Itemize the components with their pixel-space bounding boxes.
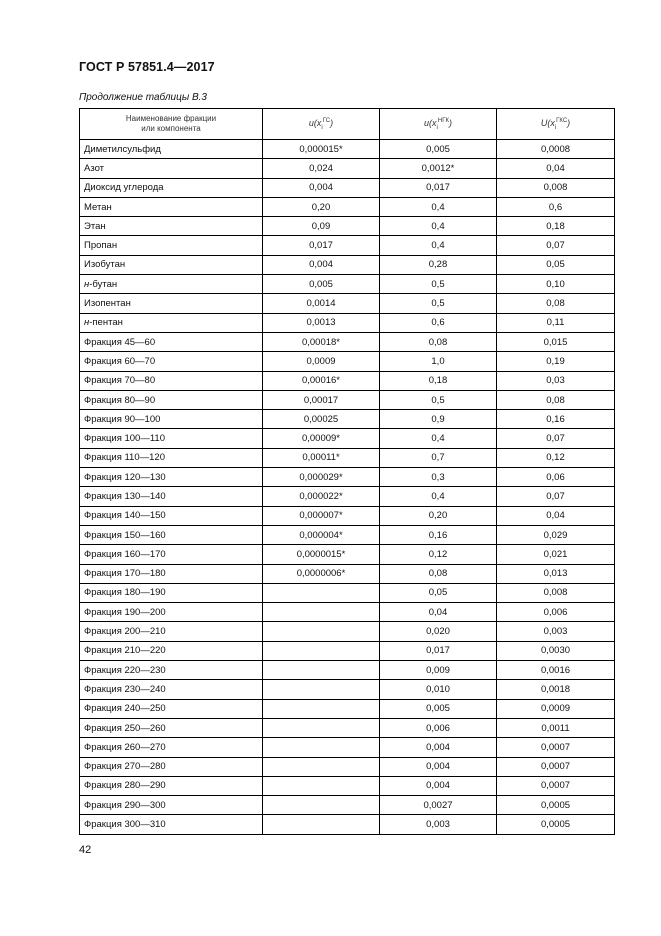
name-text: Фракция 290—300 [84, 799, 166, 811]
cell-u-gks: 0,08 [497, 390, 615, 409]
table-row [80, 796, 615, 815]
cell-u-gs [263, 738, 380, 757]
cell-u-ngk: 0,04 [380, 603, 497, 622]
name-text: Фракция 240—250 [84, 703, 166, 715]
cell-u-gks: 0,0011 [497, 718, 615, 737]
cell-u-ngk: 0,4 [380, 236, 497, 255]
name-text: Фракция 120—130 [84, 471, 166, 483]
cell-u-gs: 0,017 [263, 236, 380, 255]
cell-component-name [80, 699, 263, 718]
cell-component-name [80, 275, 263, 294]
cell-u-ngk: 0,9 [380, 410, 497, 429]
cell-u-gks: 0,008 [497, 178, 615, 197]
header-gks-sub: i [554, 124, 557, 131]
cell-component-name [80, 236, 263, 255]
cell-u-gs [263, 718, 380, 737]
header-gs-sup: ГС [322, 117, 331, 124]
table-body [80, 140, 615, 835]
table-row [80, 738, 615, 757]
header-ngk-column: $u(x_i^{НГК})$ [380, 109, 497, 140]
cell-component-name [80, 796, 263, 815]
table-row [80, 815, 615, 834]
header-name-line1: Наименование фракции [125, 114, 217, 123]
cell-u-gs: 0,00025 [263, 410, 380, 429]
cell-component-name [80, 217, 263, 236]
table-row [80, 622, 615, 641]
table-header-row [80, 109, 615, 140]
name-text: Фракция 140—150 [84, 510, 166, 522]
header-gs-symbol: u [308, 117, 314, 128]
table-row [80, 294, 615, 313]
cell-u-ngk: 0,4 [380, 487, 497, 506]
cell-u-ngk: 0,5 [380, 294, 497, 313]
cell-u-gks: 0,0030 [497, 641, 615, 660]
cell-u-ngk: 0,020 [380, 622, 497, 641]
name-text: -бутан [89, 278, 118, 290]
cell-u-ngk: 0,009 [380, 661, 497, 680]
cell-u-ngk: 0,08 [380, 332, 497, 351]
cell-component-name [80, 390, 263, 409]
cell-component-name [80, 718, 263, 737]
cell-u-gks: 0,0005 [497, 796, 615, 815]
name-text: Фракция 230—240 [84, 683, 166, 695]
name-text: Изопентан [84, 298, 131, 310]
cell-u-gs: 0,0000006* [263, 564, 380, 583]
cell-component-name [80, 622, 263, 641]
table-row [80, 371, 615, 390]
cell-u-gks: 0,0007 [497, 776, 615, 795]
cell-u-gks: 0,0008 [497, 140, 615, 159]
cell-u-ngk: 1,0 [380, 352, 497, 371]
cell-component-name [80, 738, 263, 757]
name-text: Диоксид углерода [84, 182, 164, 194]
table-row [80, 429, 615, 448]
cell-u-gks: 0,0005 [497, 815, 615, 834]
table-row [80, 197, 615, 216]
cell-u-gs: 0,000004* [263, 525, 380, 544]
cell-u-gks: 0,16 [497, 410, 615, 429]
name-text: Фракция 80—90 [84, 394, 156, 406]
table-row [80, 140, 615, 159]
name-text: Фракция 260—270 [84, 741, 166, 753]
cell-u-ngk: 0,5 [380, 275, 497, 294]
table-caption: Продолжение таблицы В.3 [79, 92, 207, 103]
name-text: Фракция 150—160 [84, 529, 166, 541]
cell-component-name [80, 680, 263, 699]
table-row [80, 487, 615, 506]
name-text: Фракция 45—60 [84, 336, 156, 348]
table-row [80, 410, 615, 429]
cell-u-ngk: 0,004 [380, 776, 497, 795]
cell-component-name [80, 140, 263, 159]
table-row [80, 564, 615, 583]
cell-u-ngk: 0,0012* [380, 159, 497, 178]
cell-u-gks: 0,003 [497, 622, 615, 641]
cell-u-gs [263, 796, 380, 815]
table-row [80, 236, 615, 255]
header-name-line2: или компонента [141, 124, 201, 133]
cell-u-ngk: 0,28 [380, 255, 497, 274]
cell-component-name [80, 757, 263, 776]
cell-component-name [80, 661, 263, 680]
cell-u-gks: 0,04 [497, 506, 615, 525]
cell-u-gks: 0,0009 [497, 699, 615, 718]
cell-component-name [80, 603, 263, 622]
cell-u-ngk: 0,12 [380, 545, 497, 564]
table-row [80, 255, 615, 274]
header-gks-column: $U(x_i^{ГКС})$ [497, 109, 615, 140]
cell-u-gks: 0,015 [497, 332, 615, 351]
table-row [80, 583, 615, 602]
cell-u-gs: 0,0013 [263, 313, 380, 332]
cell-u-gs: 0,000015* [263, 140, 380, 159]
cell-u-gks: 0,0018 [497, 680, 615, 699]
table-row [80, 313, 615, 332]
cell-u-gs: 0,000007* [263, 506, 380, 525]
cell-u-gs: 0,00009* [263, 429, 380, 448]
header-gs-sub: i [321, 124, 323, 131]
name-text: Этан [84, 220, 106, 232]
cell-u-gks: 0,04 [497, 159, 615, 178]
table-row [80, 352, 615, 371]
cell-u-ngk: 0,003 [380, 815, 497, 834]
cell-u-gks: 0,18 [497, 217, 615, 236]
table-row [80, 217, 615, 236]
cell-component-name [80, 564, 263, 583]
cell-u-gks: 0,07 [497, 487, 615, 506]
name-text: Фракция 100—110 [84, 433, 165, 445]
cell-component-name [80, 313, 263, 332]
cell-u-gs: 0,000022* [263, 487, 380, 506]
cell-u-ngk: 0,006 [380, 718, 497, 737]
header-ngk-symbol: u [424, 117, 430, 128]
name-text: Фракция 60—70 [84, 355, 156, 367]
cell-component-name [80, 197, 263, 216]
cell-component-name [80, 545, 263, 564]
cell-u-ngk: 0,004 [380, 757, 497, 776]
cell-u-gs: 0,005 [263, 275, 380, 294]
cell-u-gs [263, 680, 380, 699]
cell-u-gs: 0,0009 [263, 352, 380, 371]
table-row [80, 699, 615, 718]
cell-u-ngk: 0,017 [380, 641, 497, 660]
table-row [80, 332, 615, 351]
cell-u-ngk: 0,010 [380, 680, 497, 699]
cell-u-gs [263, 776, 380, 795]
cell-component-name [80, 410, 263, 429]
cell-u-ngk: 0,08 [380, 564, 497, 583]
cell-component-name [80, 352, 263, 371]
name-text: Изобутан [84, 259, 126, 271]
cell-component-name [80, 332, 263, 351]
name-text: Фракция 220—230 [84, 664, 166, 676]
cell-u-gs: 0,00017 [263, 390, 380, 409]
cell-u-ngk: 0,005 [380, 699, 497, 718]
cell-u-gks: 0,12 [497, 448, 615, 467]
cell-u-gks: 0,006 [497, 603, 615, 622]
name-text: Фракция 160—170 [84, 548, 166, 560]
cell-u-ngk: 0,4 [380, 217, 497, 236]
cell-u-gks: 0,0007 [497, 757, 615, 776]
cell-u-ngk: 0,20 [380, 506, 497, 525]
cell-u-gs [263, 699, 380, 718]
cell-u-gks: 0,10 [497, 275, 615, 294]
cell-u-gs: 0,09 [263, 217, 380, 236]
cell-u-gs: 0,20 [263, 197, 380, 216]
cell-component-name [80, 468, 263, 487]
cell-u-gks: 0,013 [497, 564, 615, 583]
table-row [80, 661, 615, 680]
table-row [80, 525, 615, 544]
cell-component-name [80, 583, 263, 602]
cell-u-ngk: 0,5 [380, 390, 497, 409]
cell-u-gks: 0,021 [497, 545, 615, 564]
cell-component-name [80, 525, 263, 544]
page-number: 42 [79, 844, 92, 856]
name-italic-prefix: н [84, 317, 90, 329]
cell-component-name [80, 294, 263, 313]
cell-u-gs: 0,000029* [263, 468, 380, 487]
header-gks-sup: ГКС [556, 117, 568, 124]
name-text: Фракция 130—140 [84, 490, 166, 502]
table-row [80, 468, 615, 487]
header-name-column [80, 109, 263, 140]
cell-u-ngk: 0,3 [380, 468, 497, 487]
cell-component-name [80, 159, 263, 178]
cell-u-gks: 0,0016 [497, 661, 615, 680]
cell-u-gs: 0,024 [263, 159, 380, 178]
cell-u-gks: 0,029 [497, 525, 615, 544]
name-text: Пропан [84, 240, 118, 252]
cell-u-gks: 0,0007 [497, 738, 615, 757]
cell-component-name [80, 255, 263, 274]
name-text: Фракция 190—200 [84, 606, 166, 618]
name-text: Фракция 180—190 [84, 587, 166, 599]
cell-u-ngk: 0,0027 [380, 796, 497, 815]
cell-u-gks: 0,05 [497, 255, 615, 274]
cell-u-gks: 0,06 [497, 468, 615, 487]
cell-u-gs [263, 757, 380, 776]
cell-component-name [80, 371, 263, 390]
cell-u-ngk: 0,05 [380, 583, 497, 602]
cell-u-gs: 0,00018* [263, 332, 380, 351]
table-row [80, 757, 615, 776]
table-row [80, 545, 615, 564]
cell-component-name [80, 776, 263, 795]
name-text: Фракция 250—260 [84, 722, 166, 734]
name-italic-prefix: н [84, 278, 90, 290]
cell-u-gks: 0,08 [497, 294, 615, 313]
name-text: Диметилсульфид [84, 143, 161, 155]
table-row [80, 159, 615, 178]
cell-u-gks: 0,07 [497, 236, 615, 255]
cell-u-ngk: 0,005 [380, 140, 497, 159]
header-gks-symbol: U [540, 117, 548, 128]
cell-u-gks: 0,19 [497, 352, 615, 371]
name-text: Фракция 300—310 [84, 819, 166, 831]
cell-u-gs: 0,004 [263, 178, 380, 197]
cell-u-gs: 0,00011* [263, 448, 380, 467]
cell-component-name [80, 178, 263, 197]
table-row [80, 641, 615, 660]
cell-u-gs [263, 622, 380, 641]
cell-u-gks: 0,11 [497, 313, 615, 332]
cell-component-name [80, 641, 263, 660]
name-text: Фракция 200—210 [84, 626, 166, 638]
table-row [80, 390, 615, 409]
cell-u-gs: 0,004 [263, 255, 380, 274]
cell-component-name [80, 487, 263, 506]
cell-u-ngk: 0,7 [380, 448, 497, 467]
cell-u-gs [263, 583, 380, 602]
cell-u-gks: 0,008 [497, 583, 615, 602]
cell-u-gs [263, 603, 380, 622]
cell-component-name [80, 448, 263, 467]
name-text: Фракция 70—80 [84, 375, 156, 387]
name-text: Фракция 90—100 [84, 413, 161, 425]
header-ngk-sub: i [436, 124, 438, 131]
header-gs-column: $u(x_i^{ГС})$ [263, 109, 380, 140]
name-text: Фракция 210—220 [84, 645, 166, 657]
name-text: -пентан [89, 317, 123, 329]
cell-u-ngk: 0,4 [380, 429, 497, 448]
name-text: Метан [84, 201, 112, 213]
cell-u-ngk: 0,004 [380, 738, 497, 757]
name-text: Фракция 170—180 [84, 568, 166, 580]
table-row [80, 603, 615, 622]
cell-u-ngk: 0,4 [380, 197, 497, 216]
cell-u-gks: 0,6 [497, 197, 615, 216]
data-table [79, 108, 615, 835]
cell-u-ngk: 0,6 [380, 313, 497, 332]
table-row [80, 275, 615, 294]
table-row [80, 680, 615, 699]
name-text: Фракция 270—280 [84, 761, 166, 773]
cell-u-ngk: 0,18 [380, 371, 497, 390]
table-row [80, 776, 615, 795]
cell-component-name [80, 815, 263, 834]
cell-component-name [80, 506, 263, 525]
table-row [80, 448, 615, 467]
cell-u-gs: 0,00016* [263, 371, 380, 390]
name-text: Фракция 110—120 [84, 452, 165, 464]
cell-u-gs: 0,0000015* [263, 545, 380, 564]
header-ngk-sup: НГК [437, 117, 449, 124]
cell-u-gks: 0,03 [497, 371, 615, 390]
cell-u-gs [263, 661, 380, 680]
cell-u-gs [263, 641, 380, 660]
table-row [80, 718, 615, 737]
cell-u-ngk: 0,017 [380, 178, 497, 197]
cell-u-gs: 0,0014 [263, 294, 380, 313]
document-standard-title: ГОСТ Р 57851.4—2017 [79, 60, 215, 74]
cell-component-name [80, 429, 263, 448]
name-text: Фракция 280—290 [84, 780, 166, 792]
table-row [80, 178, 615, 197]
cell-u-ngk: 0,16 [380, 525, 497, 544]
cell-u-gs [263, 815, 380, 834]
cell-u-gks: 0,07 [497, 429, 615, 448]
name-text: Азот [84, 162, 105, 174]
table-row [80, 506, 615, 525]
